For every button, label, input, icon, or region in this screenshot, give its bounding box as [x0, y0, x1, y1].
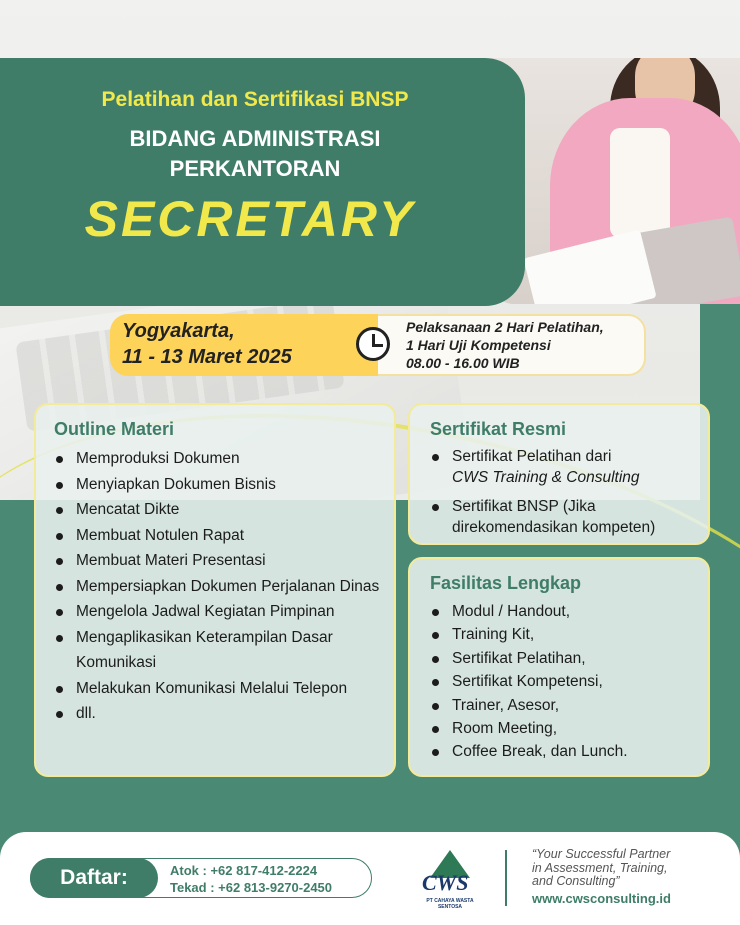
footer-divider: [505, 850, 507, 906]
website-link[interactable]: www.cwsconsulting.id: [532, 891, 671, 906]
certificates-list: [430, 446, 694, 538]
facilities-list: [430, 600, 694, 764]
schedule-line1: Pelaksanaan 2 Hari Pelatihan,: [406, 319, 604, 335]
header-title: SECRETARY: [84, 191, 416, 247]
facilities-title: Fasilitas Lengkap: [430, 573, 582, 593]
photo-paper: [523, 230, 656, 304]
facility-item: Modul / Handout,: [430, 600, 694, 623]
schedule-hours: 08.00 - 16.00 WIB: [406, 355, 520, 371]
tagline-line2: in Assessment, Training,: [532, 860, 668, 875]
photo-shirt: [610, 128, 670, 238]
tagline: [532, 848, 670, 889]
schedule-text: [406, 318, 604, 372]
cws-logo: [418, 850, 482, 910]
outline-item: Melakukan Komunikasi Melalui Telepon: [54, 676, 380, 702]
header-field-line2: PERKANTORAN: [169, 156, 341, 181]
contact-atok[interactable]: Atok : +62 817-412-2224: [170, 863, 318, 878]
facility-item: Training Kit,: [430, 623, 694, 646]
outline-item: dll.: [54, 701, 380, 727]
outline-title: Outline Materi: [54, 419, 175, 439]
outline-item: Mengaplikasikan Keterampilan Dasar Komunikasi: [54, 625, 380, 676]
register-button[interactable]: Daftar:: [30, 858, 158, 898]
certificate-item-org: CWS Training & Consulting: [452, 469, 640, 486]
header-subtitle: Pelatihan dan Sertifikasi BNSP: [101, 88, 409, 111]
outline-item: Membuat Materi Presentasi: [54, 548, 380, 574]
date-range: 11 - 13 Maret 2025: [122, 346, 292, 368]
date-location: Yogyakarta,: [122, 320, 235, 342]
certificate-item-prefix: Sertifikat Pelatihan dari: [452, 448, 612, 465]
outline-item: Mengelola Jadwal Kegiatan Pimpinan: [54, 599, 380, 625]
outline-item: Membuat Notulen Rapat: [54, 523, 380, 549]
outline-item: Mempersiapkan Dokumen Perjalanan Dinas: [54, 574, 380, 600]
schedule-line2: 1 Hari Uji Kompetensi: [406, 337, 551, 353]
facilities-card: [408, 557, 710, 777]
facility-item: Trainer, Asesor,: [430, 694, 694, 717]
date-text: [122, 318, 292, 370]
outline-list: [54, 446, 380, 727]
header-field: [0, 124, 510, 184]
facility-item: Room Meeting,: [430, 717, 694, 740]
certificate-item: Sertifikat BNSP (Jika direkomendasikan kompeten): [430, 496, 694, 538]
contact-numbers: [170, 862, 332, 896]
facility-item: Sertifikat Pelatihan,: [430, 647, 694, 670]
outline-item: Menyiapkan Dokumen Bisnis: [54, 472, 380, 498]
header-field-line1: BIDANG ADMINISTRASI: [129, 126, 381, 151]
outline-item: Memproduksi Dokumen: [54, 446, 380, 472]
logo-company-name: PT CAHAYA WASTA SENTOSA: [426, 898, 474, 910]
secretary-photo: [490, 58, 740, 304]
certificates-card: [408, 403, 710, 545]
header-panel: [0, 58, 525, 306]
tagline-line1: “Your Successful Partner: [532, 847, 671, 861]
outline-card: [34, 403, 396, 777]
outline-item: Mencatat Dikte: [54, 497, 380, 523]
facility-item: Sertifikat Kompetensi,: [430, 670, 694, 693]
certificate-item: [430, 446, 694, 488]
tagline-line3: and Consulting”: [532, 874, 620, 888]
clock-icon: [356, 327, 390, 361]
facility-item: Coffee Break, dan Lunch.: [430, 740, 694, 763]
logo-text: CWS: [422, 870, 469, 895]
certificates-title: Sertifikat Resmi: [430, 419, 567, 439]
contact-tekad[interactable]: Tekad : +62 813-9270-2450: [170, 880, 333, 895]
